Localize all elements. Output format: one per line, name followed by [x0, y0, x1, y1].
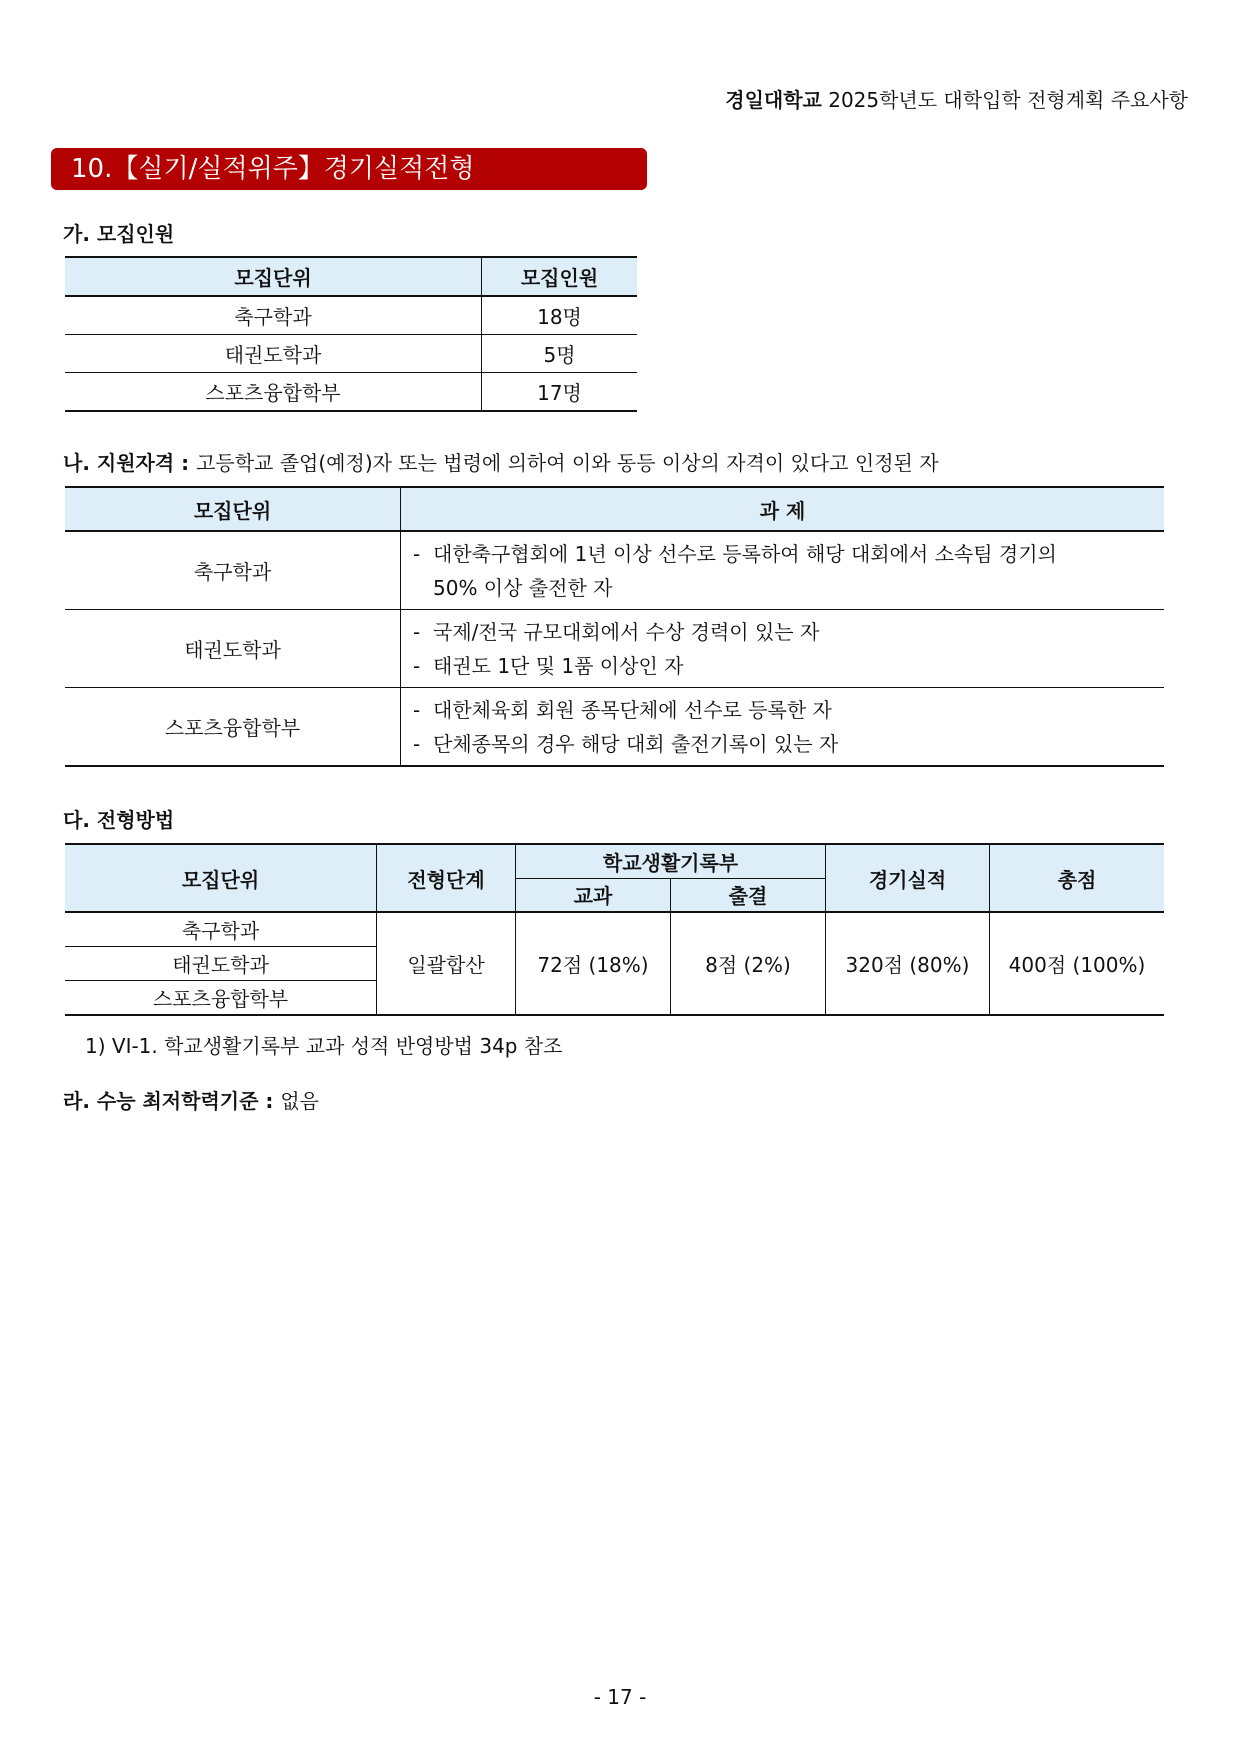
section-d-heading	[63, 1085, 319, 1114]
requirement-line: - 대한체육회 회원 종목단체에 선수로 등록한 자	[413, 697, 832, 722]
table-header: 학교생활기록부	[516, 844, 826, 878]
table-cell: 축구학과	[65, 296, 482, 335]
table-cell: 17명	[482, 373, 638, 412]
table-header: 모집인원	[482, 257, 638, 296]
table-row	[65, 688, 1164, 767]
section-c-heading: 다. 전형방법	[63, 808, 175, 832]
requirement-cell	[401, 610, 1165, 688]
table-row	[65, 296, 637, 335]
table-cell: 18명	[482, 296, 638, 335]
recruitment-count-table	[65, 256, 637, 412]
section-d-value: 없음	[280, 1089, 319, 1113]
requirement-line: - 국제/전국 규모대회에서 수상 경력이 있는 자	[413, 619, 820, 644]
table-row	[65, 373, 637, 412]
section-b-description: 고등학교 졸업(예정)자 또는 법령에 의하여 이와 동등 이상의 자격이 있다고 인정된 자	[196, 451, 939, 475]
table-cell: 8점 (2%)	[671, 912, 826, 1015]
page-number: - 17 -	[593, 1685, 647, 1709]
requirement-line: - 태권도 1단 및 1품 이상인 자	[413, 653, 684, 678]
table-cell: 축구학과	[65, 531, 401, 610]
table-cell: 스포츠융합학부	[65, 373, 482, 412]
table-cell: 태권도학과	[65, 947, 377, 981]
table-row	[65, 912, 1164, 947]
table-header: 경기실적	[826, 844, 990, 912]
section-d-title: 라. 수능 최저학력기준 :	[63, 1089, 274, 1113]
table-row	[65, 610, 1164, 688]
table-cell: 축구학과	[65, 912, 377, 947]
footnote: 1) VI-1. 학교생활기록부 교과 성적 반영방법 34p 참조	[85, 1034, 563, 1058]
header-title: 2025학년도 대학입학 전형계획 주요사항	[828, 88, 1188, 112]
table-header: 전형단계	[377, 844, 516, 912]
table-header: 모집단위	[65, 257, 482, 296]
table-header: 출결	[671, 878, 826, 912]
section-a-heading: 가. 모집인원	[63, 222, 175, 246]
table-cell: 스포츠융합학부	[65, 981, 377, 1016]
document-header	[725, 84, 1188, 113]
header-university: 경일대학교	[725, 88, 822, 112]
table-cell: 400점 (100%)	[990, 912, 1165, 1015]
eligibility-table	[65, 486, 1164, 767]
selection-method-table	[65, 843, 1164, 1016]
requirement-cell	[401, 531, 1165, 610]
section-b-heading	[63, 447, 939, 476]
table-cell: 일괄합산	[377, 912, 516, 1015]
section-b-title: 나. 지원자격 :	[63, 451, 190, 475]
table-row	[65, 334, 637, 373]
requirement-line: - 단체종목의 경우 해당 대회 출전기록이 있는 자	[413, 731, 839, 756]
table-header: 교과	[516, 878, 671, 912]
table-header: 총점	[990, 844, 1165, 912]
requirement-line: - 대한축구협회에 1년 이상 선수로 등록하여 해당 대회에서 소속팀 경기의	[413, 541, 1057, 566]
table-cell: 태권도학과	[65, 334, 482, 373]
table-header: 모집단위	[65, 487, 401, 531]
table-row	[65, 531, 1164, 610]
requirement-line: 50% 이상 출전한 자	[433, 575, 613, 600]
section-title-banner: 10.【실기/실적위주】경기실적전형	[51, 148, 647, 190]
table-cell: 태권도학과	[65, 610, 401, 688]
table-header: 과 제	[401, 487, 1165, 531]
table-cell: 스포츠융합학부	[65, 688, 401, 767]
table-header: 모집단위	[65, 844, 377, 912]
table-cell: 72점 (18%)	[516, 912, 671, 1015]
table-cell: 320점 (80%)	[826, 912, 990, 1015]
table-cell: 5명	[482, 334, 638, 373]
requirement-cell	[401, 688, 1165, 767]
